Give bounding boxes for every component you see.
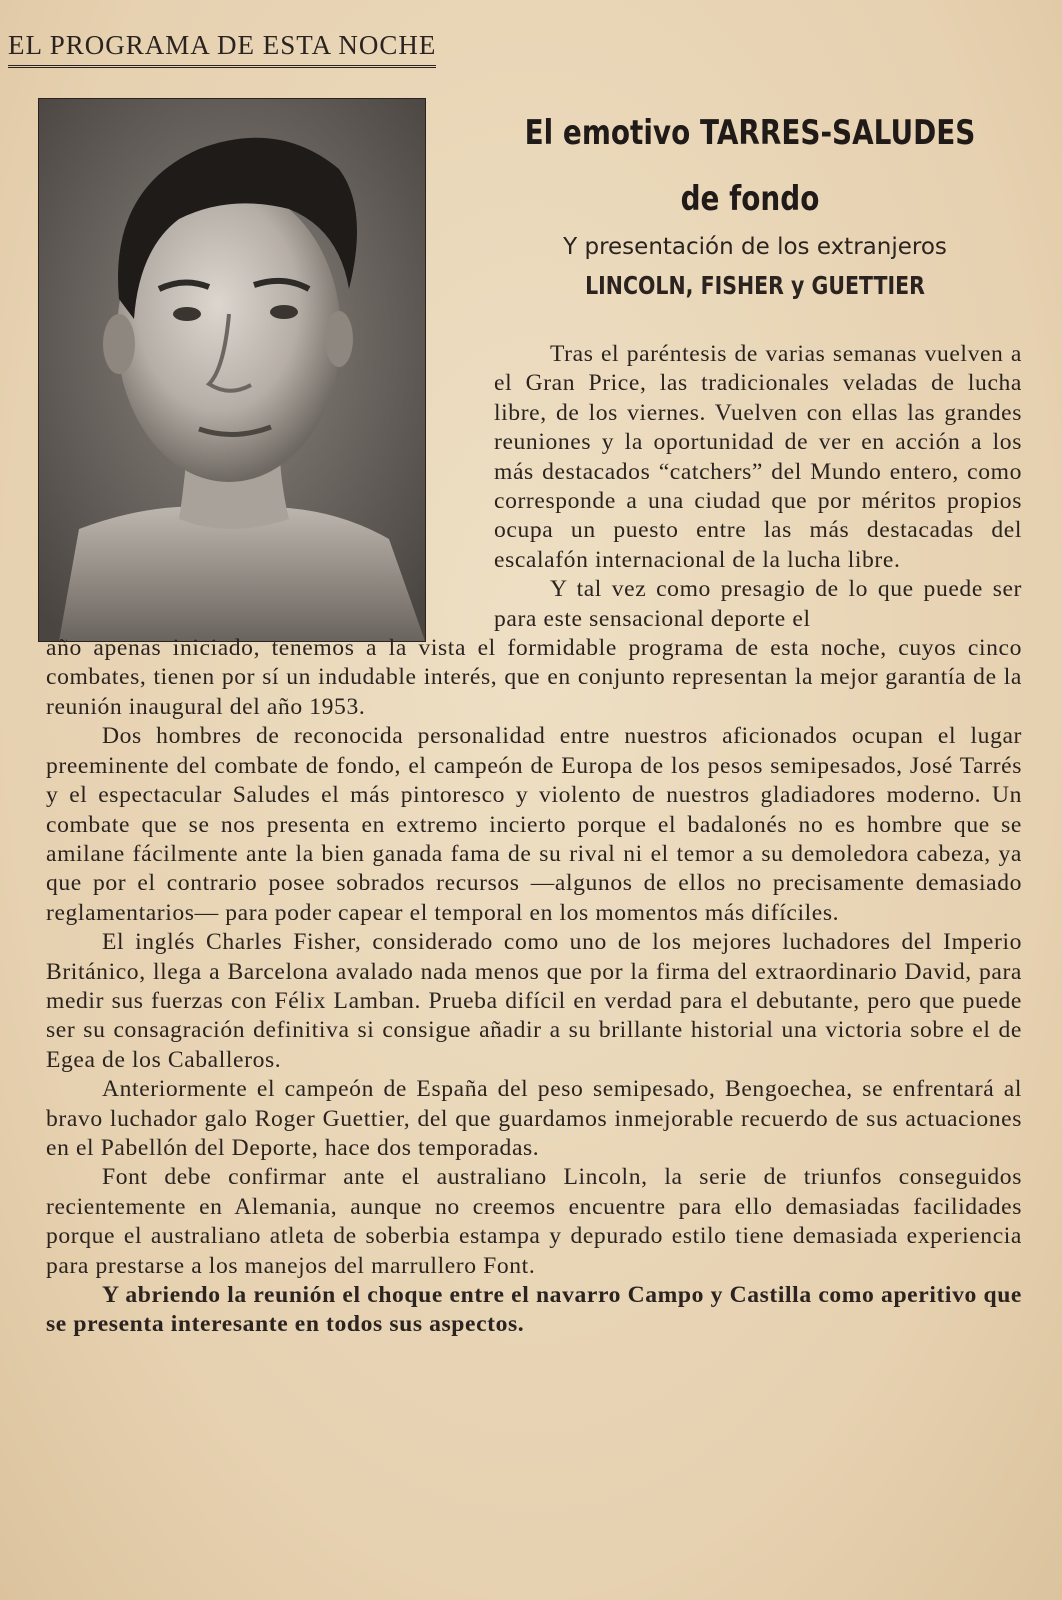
paragraph-6: Font debe confirmar ante el australiano Lincoln, la serie de triunfos conseguidos recientemente en Alemania, aunque no creemos encuentre para ello demasiadas facilidades porque el australiano atleta de soberbia estampa y depurado estilo tiene demasiada experiencia para prestarse a los manejos del marrullero Font. [46, 1164, 1022, 1279]
subheadline-line-2: LINCOLN, FISHER y GUETTIER [585, 271, 925, 300]
subheadline-line-1: Y presentación de los extranjeros [563, 234, 947, 260]
paragraph-2-cont: año apenas iniciado, tenemos a la vista el formidable programa de esta noche, cuyos cinco combates, tienen por sí un indudable interés, que en conjunto representan la mejor garantía de la reunión inaugural del año 1953. [46, 635, 1022, 720]
subheadline [500, 230, 1010, 308]
section-header: EL PROGRAMA DE ESTA NOCHE [8, 30, 436, 68]
paragraph-5: Anteriormente el campeón de España del peso semipesado, Bengoechea, se enfrentará al bravo luchador galo Roger Guettier, del que guardamos inmejorable recuerdo de sus actuaciones en el Pabellón del Deporte, hace dos temporadas. [46, 1076, 1022, 1161]
paragraph-2-start: Y tal vez como presagio de lo que puede ser para este sensacional deporte el [494, 576, 1022, 632]
paragraph-3: Dos hombres de reconocida personalidad entre nuestros aficionados ocupan el lugar preeminente del combate de fondo, el campeón de Europa de los pesos semipesados, José Tarrés y el espectacular Saludes el más pintoresco y violento de nuestros gladiadores moderno. Un combate que se nos presenta en extremo incierto porque el badalonés no es hombre que se amilane fácilmente ante la bien ganada fama de su rival ni el temor a su demoledora cabeza, ya que por el contrario posee sobrados recursos —algunos de ellos no precisamente demasiado reglamentarios— para poder capear el temporal en los momentos más difíciles. [46, 723, 1022, 926]
paragraph-1: Tras el paréntesis de varias semanas vuelven a el Gran Price, las tradicionales veladas de lucha libre, de los viernes. Vuelven con ellas las grandes reuniones y la oportunidad de ver en acción a los más destacados “catchers” del Mundo entero, como corresponde a una ciudad que por méritos propios ocupa un puesto entre las más destacadas del escalafón internacional de la lucha libre. [494, 341, 1022, 573]
headline [450, 100, 1050, 232]
headline-line-2: de fondo [680, 179, 820, 219]
paragraph-4: El inglés Charles Fisher, considerado como uno de los mejores luchadores del Imperio Británico, llega a Barcelona avalado nada menos que por la firma del extraordinario David, para medir sus fuerzas con Félix Lamban. Prueba difícil en verdad para el debutante, pero que puede ser su consagración definitiva si consigue añadir a su brillante historial una victoria sobre el de Egea de los Caballeros. [46, 929, 1022, 1073]
headline-line-1: El emotivo TARRES-SALUDES [524, 113, 976, 153]
paragraph-7: Y abriendo la reunión el choque entre el navarro Campo y Castilla como aperitivo que se presenta interesante en todos sus aspectos. [46, 1282, 1022, 1338]
article-body [46, 340, 1022, 1340]
